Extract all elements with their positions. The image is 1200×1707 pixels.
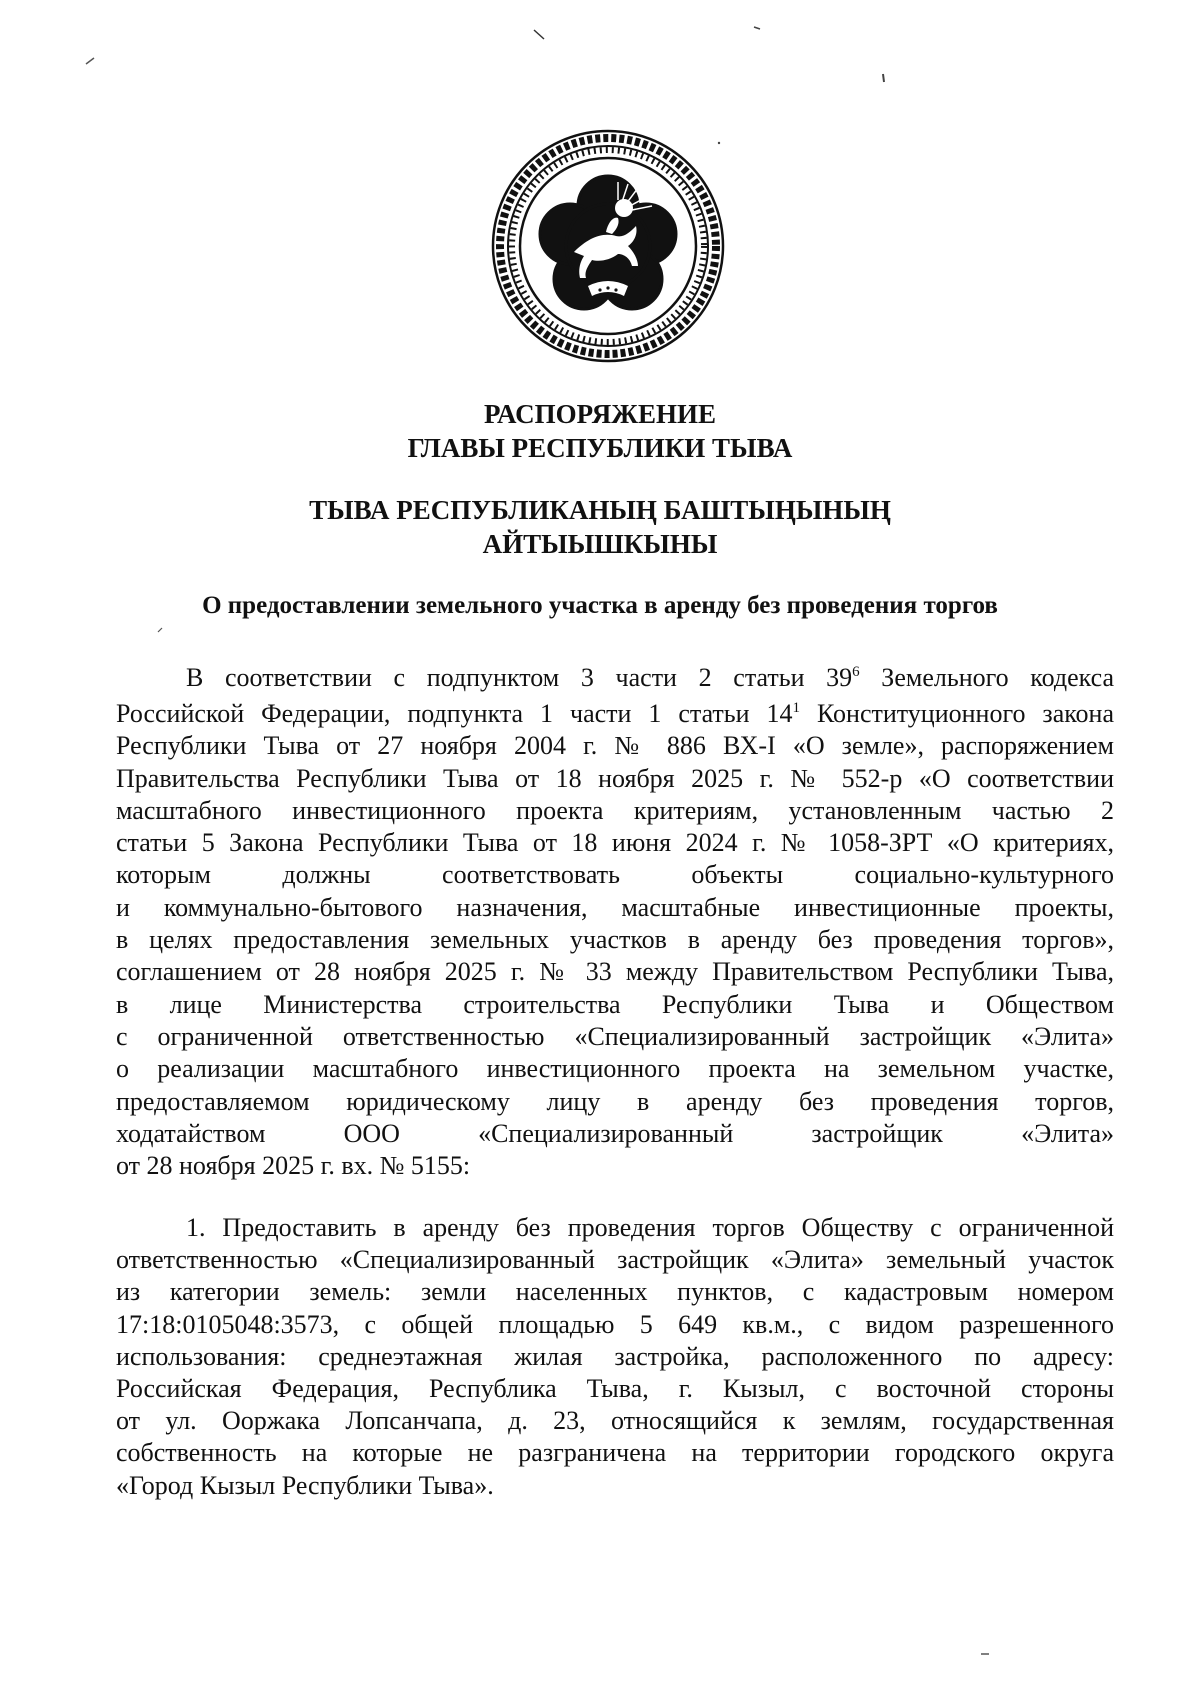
paragraph-line: Правительства Республики Тыва от 18 ноября 2025 г. № 552-р «О соответствии [116, 763, 1114, 793]
item-1-paragraph [116, 1212, 1114, 1502]
paragraph-line: соглашением от 28 ноября 2025 г. № 33 между Правительством Республики Тыва, [116, 957, 1114, 987]
paragraph-line: собственность на которые не разграничена на территории городского округа [116, 1438, 1114, 1468]
paragraph-line: от ул. Ооржака Лопсанчапа, д. 23, относящийся к землям, государственная [116, 1406, 1114, 1436]
scan-speck [980, 1652, 990, 1656]
paragraph-line: с ограниченной ответственностью «Специализированный застройщик «Элита» [116, 1021, 1114, 1051]
paragraph-line: ходатайством ООО «Специализированный застройщик «Элита» [116, 1118, 1114, 1148]
tuva-emblem-icon [490, 128, 726, 364]
document-subject: О предоставлении земельного участка в аренду без проведения торгов [202, 592, 998, 619]
scan-speck [156, 626, 164, 634]
paragraph-line: предоставляемом юридическому лицу в аренду без проведения торгов, [116, 1086, 1114, 1116]
scan-speck [532, 28, 548, 42]
paragraph-line: 17:18:0105048:3573, с общей площадью 5 649 кв.м., с видом разрешенного [116, 1309, 1114, 1339]
text-fragment: Российской Федерации, подпункта 1 части 1 статьи 14 [116, 699, 793, 728]
paragraph-line: 1. Предоставить в аренду без проведения торгов Обществу с ограниченной [186, 1213, 1114, 1242]
heading-russian [0, 397, 1200, 465]
superscript: 1 [792, 700, 801, 716]
paragraph-line: в целях предоставления земельных участков в аренду без проведения торгов», [116, 925, 1114, 955]
paragraph-line: «Город Кызыл Республики Тыва». [116, 1470, 494, 1500]
paragraph-line: из категории земель: земли населенных пунктов, с кадастровым номером [116, 1277, 1114, 1307]
paragraph-line [116, 658, 1114, 698]
paragraph-line: Российская Федерация, Республика Тыва, г. Кызыл, с восточной стороны [116, 1373, 1114, 1403]
paragraph-line: масштабного инвестиционного проекта критериям, установленным частью 2 [116, 795, 1114, 825]
paragraph-line: и коммунально-бытового назначения, масштабные инвестиционные проекты, [116, 892, 1114, 922]
text-fragment: Конституционного закона [800, 699, 1114, 728]
paragraph-line: ответственностью «Специализированный застройщик «Элита» земельный участок [116, 1245, 1114, 1275]
paragraph-line: которым должны соответствовать объекты социально-культурного [116, 860, 1114, 890]
superscript: 6 [852, 664, 860, 680]
paragraph-line: статьи 5 Закона Республики Тыва от 18 июня 2024 г. № 1058-ЗРТ «О критериях, [116, 828, 1114, 858]
text-fragment: В соответствии с подпунктом 3 части 2 статьи 39 [186, 663, 853, 692]
heading-line: РАСПОРЯЖЕНИЕ [483, 399, 717, 429]
paragraph-line: Республики Тыва от 27 ноября 2004 г. № 886 ВХ-I «О земле», распоряжением [116, 731, 1114, 761]
heading-tuvan [0, 493, 1200, 561]
paragraph-line: от 28 ноября 2025 г. вх. № 5155: [116, 1151, 471, 1181]
paragraph-line: в лице Министерства строительства Республики Тыва и Обществом [116, 989, 1114, 1019]
heading-line: ГЛАВЫ РЕСПУБЛИКИ ТЫВА [407, 433, 793, 463]
preamble-paragraph [116, 658, 1114, 1182]
scan-speck [880, 72, 888, 84]
heading-line: АЙТЫЫШКЫНЫ [482, 529, 718, 559]
paragraph-line: использования: среднеэтажная жилая застройка, расположенного по адресу: [116, 1341, 1114, 1371]
heading-line: ТЫВА РЕСПУБЛИКАНЫҢ БАШТЫҢЫНЫҢ [309, 495, 891, 525]
paragraph-line: о реализации масштабного инвестиционного проекта на земельном участке, [116, 1054, 1114, 1084]
scan-speck [752, 24, 764, 32]
text-fragment: Земельного кодекса [859, 663, 1114, 692]
scan-speck [84, 56, 98, 66]
paragraph-line [116, 698, 1114, 730]
